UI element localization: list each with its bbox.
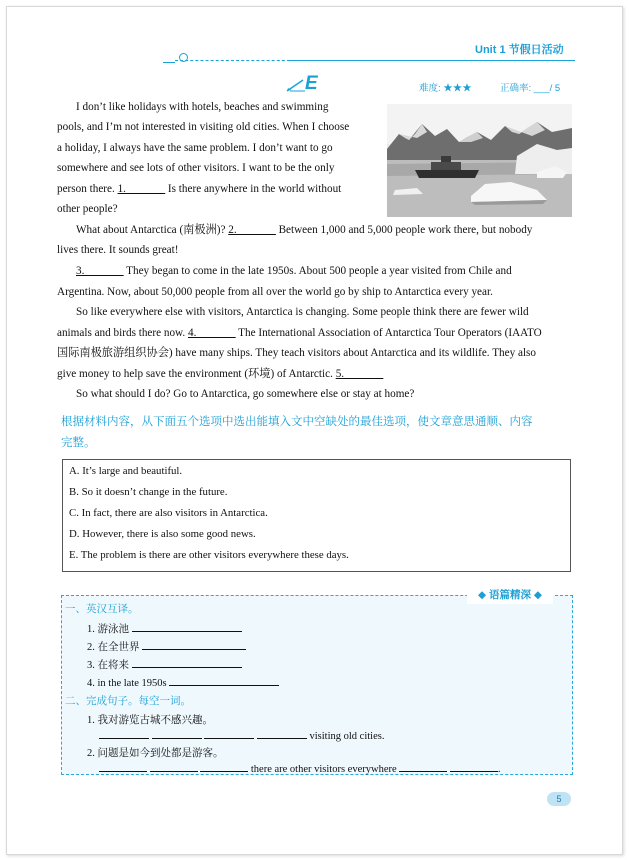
blank-1[interactable]: 1._______: [117, 183, 166, 195]
passage-p4-line4: [57, 364, 383, 385]
answer-line[interactable]: [152, 728, 202, 739]
translate-item-3: [87, 657, 242, 672]
options-box: [62, 459, 571, 572]
accuracy-rate: [500, 80, 560, 94]
unit-title: 节假日活动: [508, 44, 564, 56]
answer-line[interactable]: [169, 675, 279, 686]
sentence-end: .: [497, 764, 501, 775]
answer-line[interactable]: [142, 639, 246, 650]
answer-line[interactable]: [399, 761, 447, 772]
header-dotted-rule: [175, 60, 295, 61]
translate-item-4: [87, 675, 279, 689]
passage-p1-line3: a holiday, I always have the same problem. I don’t want to go: [57, 142, 333, 154]
passage-p4-line3: 国际南极旅游组织协会) have many ships. They teach visitors about Antarctica and its wildlife. They also: [57, 347, 537, 359]
sentence-1-prompt: 1. 我对游览古城不感兴趣。: [87, 715, 213, 726]
exercise-tag: ◆ 语篇精深 ◆: [467, 587, 553, 604]
part1-title: 一、英汉互译。: [65, 603, 139, 615]
passage-p2-line2: lives there. It sounds great!: [57, 244, 179, 256]
passage-text: give money to help save the environment (环境) of Antarctic.: [57, 368, 333, 380]
passage-text: Between 1,000 and 5,000 people work there, but nobody: [275, 224, 533, 236]
answer-line[interactable]: [200, 761, 248, 772]
option-c[interactable]: C. In fact, there are also visitors in Antarctica.: [69, 507, 268, 519]
option-d[interactable]: D. However, there is also some good news.: [69, 528, 256, 540]
header-solid-rule: [290, 60, 575, 61]
difficulty-stars: ★★★: [443, 83, 472, 94]
section-letter: E: [305, 73, 318, 94]
passage-p1-line1: I don’t like holidays with hotels, beaches and swimming: [76, 101, 329, 113]
passage-text: They began to come in the late 1950s. About 500 people a year visited from Chile and: [123, 265, 512, 277]
page-number: 5: [547, 792, 571, 806]
translate-item-1: [87, 621, 242, 636]
sentence-tail: there are other visitors everywhere: [250, 764, 397, 775]
accuracy-label: 正确率:: [500, 83, 532, 94]
passage-p2-line1: [76, 220, 532, 241]
accuracy-value: ___/ 5: [533, 83, 561, 94]
sentence-tail: visiting old cities.: [309, 731, 385, 742]
answer-line[interactable]: [150, 761, 198, 772]
blank-3[interactable]: 3._______: [76, 265, 124, 277]
answer-line[interactable]: [99, 728, 149, 739]
answer-line[interactable]: [257, 728, 307, 739]
passage-p4-line2: [57, 323, 542, 344]
answer-line[interactable]: [132, 621, 242, 632]
answer-line[interactable]: [204, 728, 254, 739]
passage-p5-line1: So what should I do? Go to Antarctica, go somewhere else or stay at home?: [76, 388, 415, 400]
part2-title: 二、完成句子。每空一词。: [65, 695, 191, 707]
item-text: 1. 游泳池: [87, 624, 129, 635]
passage-text: Is there anywhere in the world without: [165, 183, 342, 195]
answer-line[interactable]: [99, 761, 147, 772]
passage-p1-line4: somewhere and see lots of other visitors. I want to be the only: [57, 162, 335, 174]
option-b[interactable]: B. So it doesn’t change in the future.: [69, 486, 228, 498]
item-text: 4. in the late 1950s: [87, 678, 167, 689]
item-text: 2. 在全世界: [87, 642, 140, 653]
antarctica-ship-photo: [387, 104, 572, 217]
blank-4[interactable]: 4._______: [188, 327, 236, 339]
instruction-line2: 完整。: [61, 437, 96, 449]
translate-item-2: [87, 639, 246, 654]
option-a[interactable]: A. It’s large and beautiful.: [69, 465, 183, 477]
unit-heading: [475, 41, 564, 57]
answer-line[interactable]: [132, 657, 242, 668]
option-e[interactable]: E. The problem is there are other visitors everywhere these days.: [69, 549, 349, 561]
workbook-page: [6, 6, 623, 855]
passage-p1-line6: other people?: [57, 203, 118, 215]
item-text: 3. 在将来: [87, 660, 129, 671]
passage-text: What about Antarctica (南极洲)?: [76, 224, 226, 236]
unit-number: Unit 1: [475, 44, 506, 56]
passage-p1-line2: pools, and I’m not interested in visiting old cities. When I choose: [57, 121, 350, 133]
blank-5[interactable]: 5._______: [335, 368, 384, 380]
pencil-icon: [285, 77, 307, 93]
sentence-1-answer: [99, 728, 384, 742]
answer-line[interactable]: [450, 761, 498, 772]
passage-text: animals and birds there now.: [57, 327, 186, 339]
sentence-2-answer: [99, 761, 501, 775]
sentence-2-prompt: 2. 问题是如今到处都是游客。: [87, 748, 224, 759]
passage-p1-line5: [57, 179, 341, 200]
passage-text: person there.: [57, 183, 115, 195]
difficulty-label: 难度:: [419, 83, 441, 94]
passage-p3-line1: [76, 261, 512, 282]
difficulty-rating: [419, 80, 472, 94]
passage-p4-line1: So like everywhere else with visitors, Antarctica is changing. Some people think there are fewer wild: [76, 306, 529, 318]
header-accent-line: [163, 62, 175, 63]
passage-p3-line2: Argentina. Now, about 50,000 people from all over the world go by ship to Antarctica every year.: [57, 286, 493, 298]
blank-2[interactable]: 2._______: [228, 224, 276, 236]
instruction-line1: 根据材料内容，从下面五个选项中选出能填入文中空缺处的最佳选项，使文章意思通顺、内容: [61, 416, 533, 428]
passage-text: The International Association of Antarctica Tour Operators (IAATO: [235, 327, 542, 339]
